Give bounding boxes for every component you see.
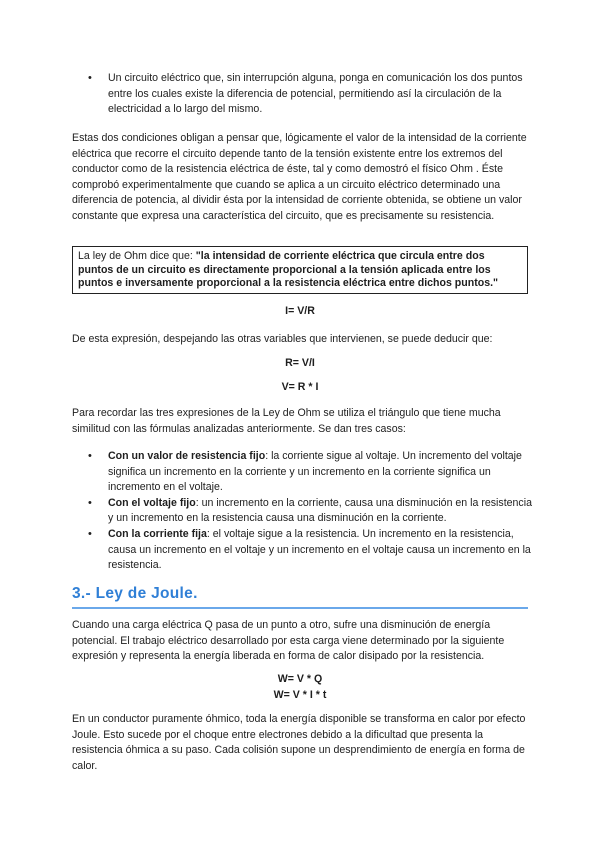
bullet-icon — [88, 71, 102, 87]
paragraph-ohm-intro: Estas dos condiciones obligan a pensar que, lógicamente el valor de la intensidad de la corriente eléctrica que recorre el circuito depende tanto de la tensión existente entre los extremos del conductor como de la resistencia eléctrica de éste, tal y como demostró el físico Ohm . Éste comprobó experimentalmente que cuando se aplica a un circuito eléctrico determinado una diferencia de potencia, al dividir ésta por la intensidad de corriente obtenida, se obtiene un valor constante que expresa una característica del circuito, que es precisamente su resistencia. — [72, 132, 527, 222]
formula-v: V= R * I — [281, 381, 319, 393]
list-item — [88, 449, 538, 496]
case-bold: Con la corriente fija — [108, 527, 207, 540]
formula-w2: W= V * I * t — [273, 689, 327, 701]
section-heading-joule: 3.- Ley de Joule. — [72, 585, 528, 609]
paragraph-joule-intro: Cuando una carga eléctrica Q pasa de un punto a otro, sufre una disminución de energía potencial. El trabajo eléctrico desarrollado por esta carga viene determinado por la siguiente expresión y representa la energía liberada en forma de calor disipado por la resistencia. — [72, 619, 505, 663]
bullet-icon — [88, 527, 102, 543]
list-item — [88, 496, 538, 527]
bullet-icon — [88, 449, 102, 465]
top-bullet-list — [88, 71, 538, 118]
list-item — [88, 527, 538, 574]
case-text: : un incremento en la corriente, causa una disminución en la resistencia y un incremento en la resistencia causa una disminución en la corriente. — [108, 496, 532, 525]
cases-list — [88, 449, 538, 574]
paragraph-joule-effect: En un conductor puramente óhmico, toda la energía disponible se transforma en calor por efecto Joule. Esto sucede por el choque entre electrones debido a la dificultad que presenta la resistencia óhmica a su paso. Cada colisión supone un desprendimiento de energía en forma de calor. — [72, 713, 526, 772]
bullet-icon — [88, 496, 102, 512]
formula-i: I= V/R — [285, 305, 315, 317]
formula-w1: W= V * Q — [277, 673, 323, 685]
paragraph-deduce: De esta expresión, despejando las otras variables que intervienen, se puede deducir que: — [72, 333, 493, 345]
case-text: : la corriente sigue al voltaje. Un incremento del voltaje significa un incremento en la corriente y un incremento en la corriente significa un incremento en el voltaje. — [108, 450, 522, 494]
top-bullet-text: Un circuito eléctrico que, sin interrupción alguna, ponga en comunicación los dos puntos entre los cuales existe la diferencia de potencial, permitiendo así la circulación de la electricidad a lo largo del mismo. — [108, 72, 523, 116]
ohm-law-box — [72, 246, 528, 294]
list-item — [88, 71, 538, 118]
case-bold: Con un valor de resistencia fijo — [108, 450, 266, 462]
case-bold: Con el voltaje fijo — [108, 496, 196, 509]
formula-r: R= V/I — [285, 357, 315, 369]
case-text: : el voltaje sigue a la resistencia. Un incremento en la resistencia, causa un incremento en el voltaje y un incremento en el voltaje causa un incremento en la resistencia. — [108, 527, 531, 572]
ohm-law-lead: La ley de Ohm dice que: — [78, 250, 196, 262]
ohm-law-quote: "la intensidad de corriente eléctrica que circula entre dos puntos de un circuito es directamente proporcional a la tensión aplicada entre los puntos e inversamente proporcional a la resistencia eléctrica entre dichos puntos." — [78, 250, 499, 290]
paragraph-triangle: Para recordar las tres expresiones de la Ley de Ohm se utiliza el triángulo que tiene mucha similitud con las fórmulas analizadas anteriormente. Se dan tres casos: — [72, 407, 501, 435]
